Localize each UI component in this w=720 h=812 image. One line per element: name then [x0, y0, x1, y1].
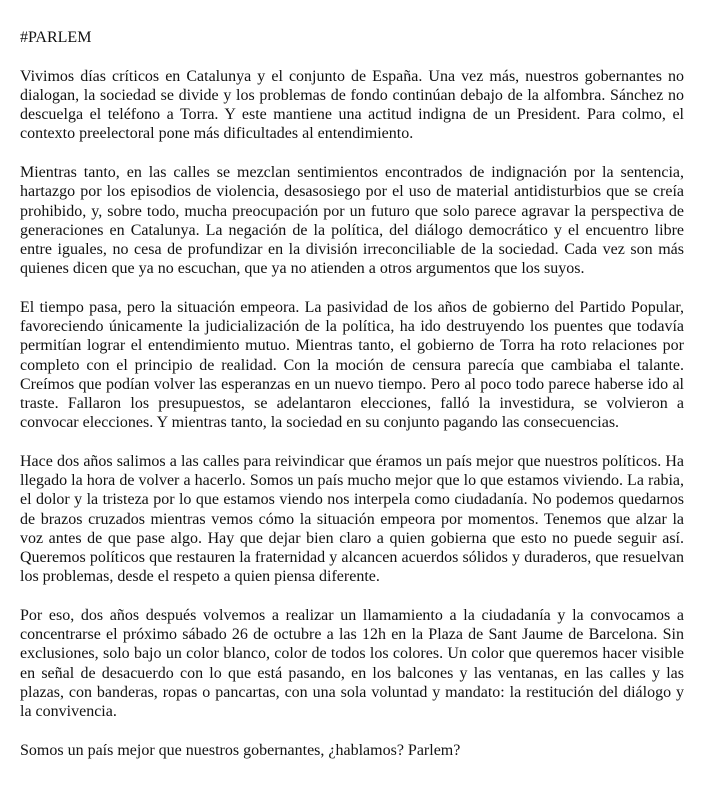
paragraph-6-closing: Somos un país mejor que nuestros gobernantes, ¿hablamos? Parlem?	[20, 741, 461, 759]
paragraph-1: Vivimos días críticos en Catalunya y el conjunto de España. Una vez más, nuestros gobernantes no dialogan, la sociedad se divide y los problemas de fondo continúan debajo de la alfombra. Sánchez no descuelga el teléfono a Torra. Y este mantiene una actitud indigna de un President. Para colmo, el contexto preelectoral pone más dificultades al entendimiento.	[20, 67, 684, 143]
paragraph-4: Hace dos años salimos a las calles para reivindicar que éramos un país mejor que nuestros políticos. Ha llegado la hora de volver a hacerlo. Somos un país mucho mejor que lo que estamos viviendo. La rabia, el dolor y la tristeza por lo que estamos viendo nos interpela como ciudadanía. No podemos quedarnos de brazos cruzados mientras vemos cómo la situación empeora por momentos. Tenemos que alzar la voz antes de que pase algo. Hay que dejar bien claro a quien gobierna que esto no puede seguir así. Queremos políticos que restauren la fraternidad y alcancen acuerdos sólidos y duraderos, que resuelvan los problemas, desde el respeto a quien piensa diferente.	[20, 453, 684, 586]
paragraph-2: Mientras tanto, en las calles se mezclan sentimientos encontrados de indignación por la sentencia, hartazgo por los episodios de violencia, desasosiego por el uso de material antidisturbios que se creía prohibido, y, sobre todo, mucha preocupación por un futuro que solo parece agravar la perspectiva de generaciones en Catalunya. La negación de la política, del diálogo democrático y el encuentro libre entre iguales, no cesa de profundizar en la división irreconciliable de la sociedad. Cada vez son más quienes dicen que ya no escuchan, que ya no atienden a otros argumentos que los suyos.	[20, 164, 684, 278]
paragraph-5: Por eso, dos años después volvemos a realizar un llamamiento a la ciudadanía y la convocamos a concentrarse el próximo sábado 26 de octubre a las 12h en la Plaza de Sant Jaume de Barcelona. Sin exclusiones, solo bajo un color blanco, color de todos los colores. Un color que queremos hacer visible en señal de desacuerdo con lo que está pasando, en los balcones y las ventanas, en las calles y las plazas, con banderas, ropas o pancartas, con una sola voluntad y mandato: la restitución del diálogo y la convivencia.	[20, 607, 684, 721]
paragraph-3: El tiempo pasa, pero la situación empeora. La pasividad de los años de gobierno del Partido Popular, favoreciendo únicamente la judicialización de la política, ha ido destruyendo los puentes que todavía permitían lograr el entendimiento mutuo. Mientras tanto, el gobierno de Torra ha roto relaciones por completo con el principio de realidad. Con la moción de censura parecía que cambiaba el talante. Creímos que podían volver las esperanzas en un nuevo tiempo. Pero al poco todo parece haberse ido al traste. Fallaron los presupuestos, se adelantaron elecciones, falló la investidura, se volvieron a convocar elecciones. Y mientras tanto, la sociedad en su conjunto pagando las consecuencias.	[20, 299, 684, 432]
document-title: #PARLEM	[20, 29, 92, 46]
